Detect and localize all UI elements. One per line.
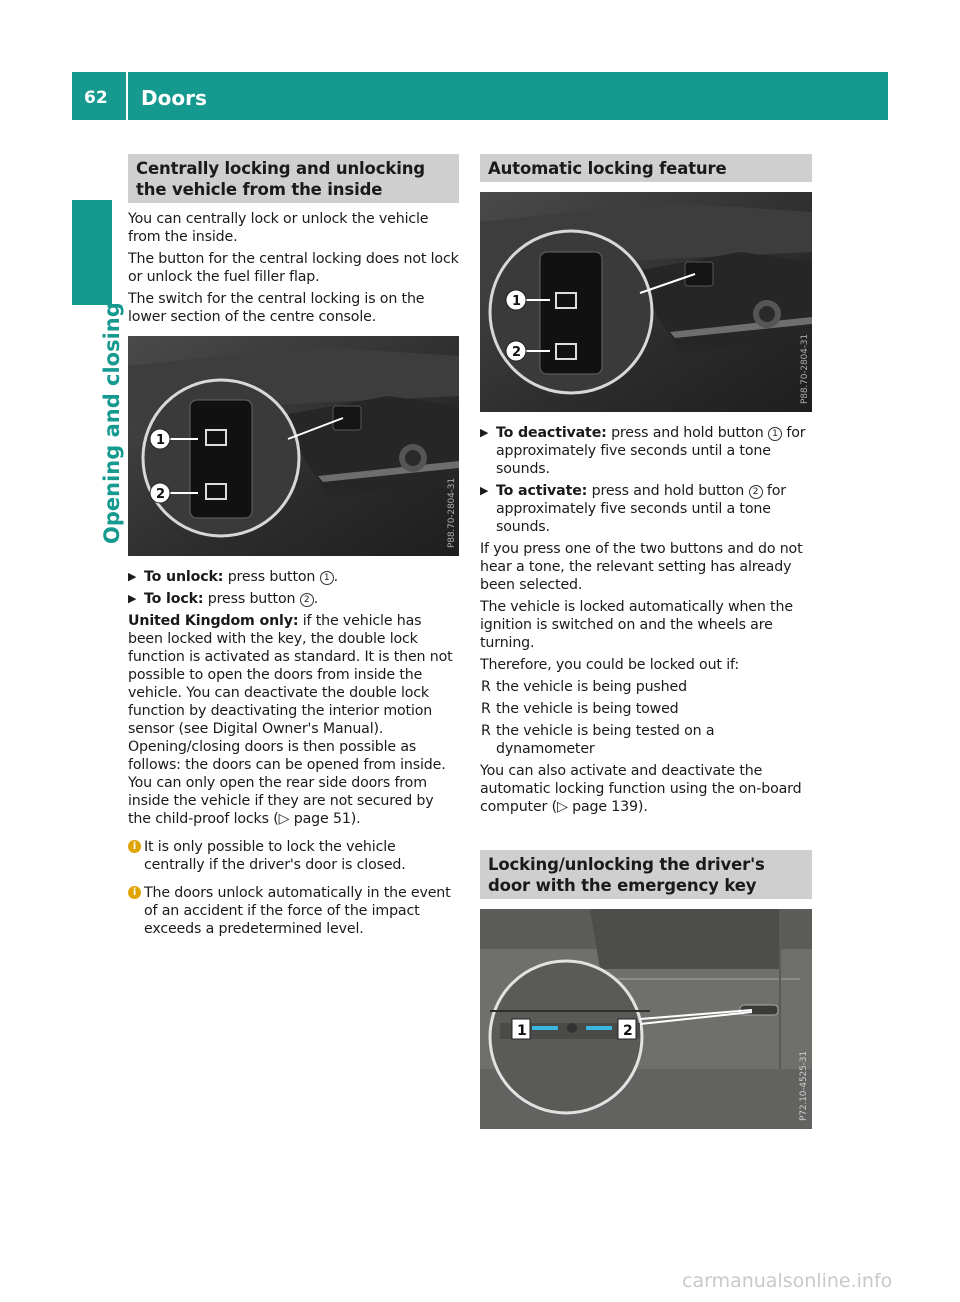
- uk-paragraph: [128, 612, 459, 828]
- left-column: [128, 154, 459, 944]
- list-item: [480, 678, 812, 696]
- page-number: 62: [84, 88, 108, 108]
- uk-label: United Kingdom only:: [128, 613, 299, 629]
- step-label: To unlock:: [144, 569, 224, 585]
- step-activate: [480, 482, 812, 536]
- info-text: The doors unlock automatically in the event of an accident if the force of the impact exceeds a predetermined level.: [144, 885, 451, 937]
- watermark: carmanualsonline.info: [682, 1270, 893, 1292]
- list-item-text: the vehicle is being pushed: [496, 679, 687, 695]
- list-item: [480, 700, 812, 718]
- photo-code: P88.70-2804-31: [800, 334, 810, 404]
- step-text: press and hold button: [591, 483, 745, 499]
- step-deactivate: [480, 424, 812, 478]
- step-arrow-icon: ▶: [480, 484, 489, 497]
- paragraph-text: You can also activate and deactivate the automatic locking function using the on-board computer (: [480, 763, 802, 815]
- page-title: Doors: [141, 86, 207, 110]
- info-text: It is only possible to lock the vehicle centrally if the driver's door is closed.: [144, 839, 406, 873]
- header-divider: [126, 72, 128, 120]
- callout-number: 2: [749, 485, 763, 499]
- page-ref[interactable]: page 51).: [293, 811, 361, 827]
- step-arrow-icon: ▶: [128, 570, 137, 583]
- step-lock: ▶ To lock: press button 2 .: [128, 591, 319, 607]
- bullet-icon: R: [481, 701, 491, 717]
- step-arrow-icon: ▶: [128, 592, 137, 605]
- step-text: for approximately five seconds until a tone sounds.: [496, 483, 786, 535]
- paragraph: You can centrally lock or unlock the vehicle from the inside.: [128, 211, 429, 245]
- page-ref[interactable]: page 139).: [572, 799, 648, 815]
- section-heading: Locking/unlocking the driver's door with the emergency key: [480, 850, 812, 899]
- sidebar-marker: [72, 200, 112, 305]
- console-switch-photo: [128, 336, 459, 556]
- callout-number: 1: [768, 427, 782, 441]
- uk-text: if the vehicle has been locked with the key, the double lock function is activated as standard. It is then not possible to open the doors from inside the vehicle. You can deactivate the double lock function by deactivating the interior motion sensor (see Digital Owner's Manual). Opening/closing doors is then possible as follows: the doors can be opened from inside. You can only open the rear side doors from inside the vehicle if they are not secured by the child-proof locks (: [128, 613, 453, 827]
- step-text: for approximately five seconds until a tone sounds.: [496, 425, 806, 477]
- section-heading: Centrally locking and unlocking the vehicle from the inside: [128, 154, 459, 203]
- paragraph: If you press one of the two buttons and do not hear a tone, the relevant setting has already been selected.: [480, 541, 803, 593]
- bullet-icon: R: [481, 679, 491, 695]
- page-ref-arrow-icon: ▷: [556, 799, 568, 815]
- step-arrow-icon: ▶: [480, 426, 489, 439]
- info-icon: i: [128, 886, 141, 899]
- callout-number: 1: [320, 571, 334, 585]
- step-label: To deactivate:: [496, 425, 607, 441]
- callout-number: 2: [300, 593, 314, 607]
- photo-code: P72.10-4525-31: [799, 1051, 809, 1121]
- list-item-text: the vehicle is being tested on a dynamometer: [496, 723, 715, 757]
- sidebar-label: Opening and closing: [100, 302, 124, 544]
- paragraph: The button for the central locking does not lock or unlock the fuel filler flap.: [128, 251, 459, 285]
- list-item: [480, 722, 812, 758]
- info-note: [128, 838, 459, 874]
- paragraph: The switch for the central locking is on the lower section of the centre console.: [128, 291, 425, 325]
- paragraph: The vehicle is locked automatically when the ignition is switched on and the wheels are turning.: [480, 599, 793, 651]
- paragraph: Therefore, you could be locked out if:: [480, 657, 739, 673]
- svg-text:2: 2: [156, 487, 165, 502]
- step-text: press button: [227, 569, 316, 585]
- section-heading: Automatic locking feature: [480, 154, 812, 182]
- automatic-locking-photo: [480, 192, 812, 412]
- info-note: [128, 884, 459, 938]
- photo-callout: 1: [517, 1023, 527, 1039]
- bullet-icon: R: [481, 723, 491, 739]
- step-text: press and hold button: [611, 425, 764, 441]
- photo-callout: 2: [623, 1023, 633, 1039]
- svg-text:1: 1: [156, 433, 165, 448]
- step-text: press button: [207, 591, 296, 607]
- emergency-key-photo: [480, 909, 812, 1129]
- svg-text:2: 2: [512, 345, 521, 360]
- step-label: To activate:: [496, 483, 588, 499]
- photo-code: P88.70-2804-31: [447, 478, 457, 548]
- page-ref-arrow-icon: ▷: [278, 811, 290, 827]
- right-column: [480, 154, 812, 1141]
- paragraph: [480, 762, 812, 816]
- info-icon: i: [128, 840, 141, 853]
- list-item-text: the vehicle is being towed: [496, 701, 679, 717]
- step-label: To lock:: [144, 591, 204, 607]
- svg-text:1: 1: [512, 294, 521, 309]
- step-unlock: ▶ To unlock: press button 1 .: [128, 569, 338, 585]
